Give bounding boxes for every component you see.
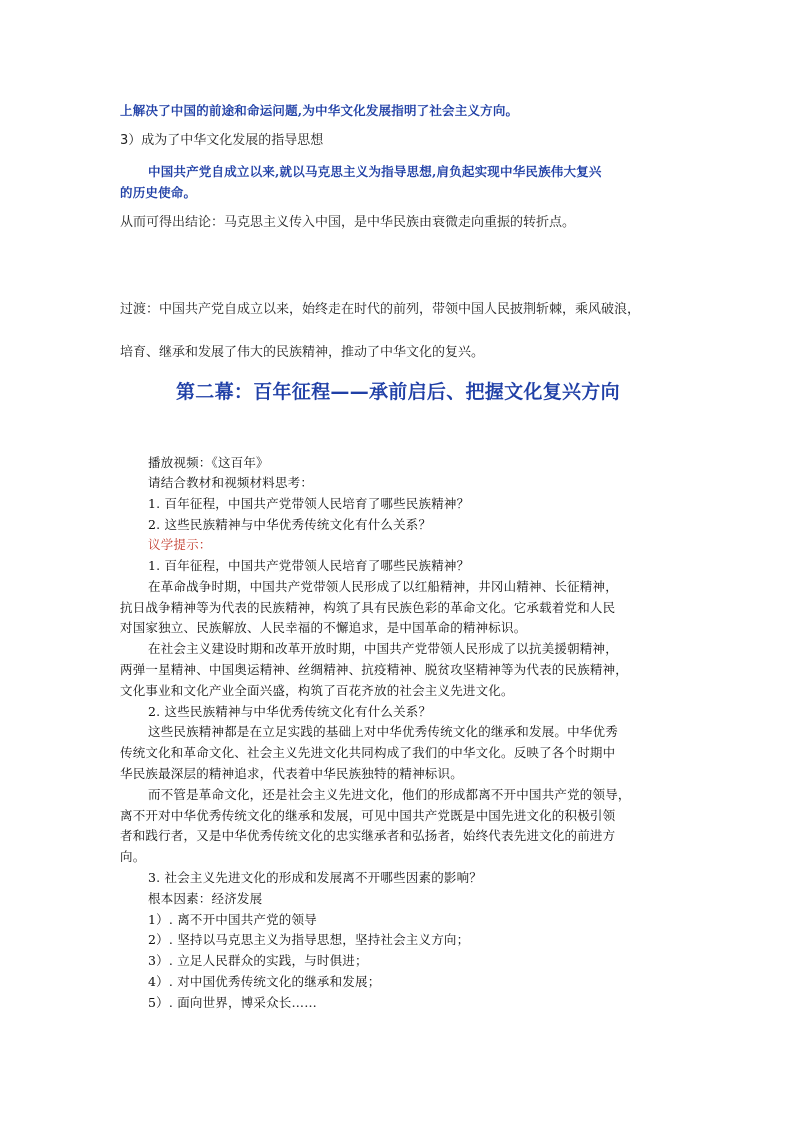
section-heading: 第二幕：百年征程——承前启后、把握文化复兴方向 [176, 381, 620, 403]
list-item: 3）. 立足人民群众的实践，与时俱进； [148, 953, 368, 968]
body-line: 传统文化和革命文化、社会主义先进文化共同构成了我们的中华文化。反映了各个时期中 [120, 745, 616, 760]
body-line: 2. 这些民族精神与中华优秀传统文化有什么关系？ [148, 704, 432, 719]
discussion-hint-label: 议学提示： [148, 537, 212, 552]
list-item: 4）. 对中国优秀传统文化的继承和发展； [148, 974, 381, 989]
body-line: 两弹一星精神、中国奥运精神、丝绸精神、抗疫精神、脱贫攻坚精神等为代表的民族精神， [120, 662, 629, 677]
paragraph-line: 从而可得出结论：马克思主义传入中国，是中华民族由衰微走向重振的转折点。 [120, 215, 576, 230]
list-item: 2）. 坚持以马克思主义为指导思想，坚持社会主义方向； [148, 932, 470, 947]
body-line: 3. 社会主义先进文化的形成和发展离不开哪些因素的影响？ [148, 870, 483, 885]
body-line: 2. 这些民族精神与中华优秀传统文化有什么关系？ [148, 517, 432, 532]
body-line: 离不开对中华优秀传统文化的继承和发展，可见中国共产党既是中国先进文化的积极引领 [120, 808, 616, 823]
body-line: 向。 [120, 849, 146, 864]
body-line: 请结合教材和视频材料思考： [148, 475, 314, 490]
body-line: 在革命战争时期，中国共产党带领人民形成了以红船精神，井冈山精神、长征精神， [148, 579, 618, 594]
list-item: 1）. 离不开中国共产党的领导 [148, 912, 317, 927]
body-line: 文化事业和文化产业全面兴盛，构筑了百花齐放的社会主义先进文化。 [120, 683, 514, 698]
list-item: 5）. 面向世界，博采众长…… [148, 995, 317, 1010]
body-line: 根本因素：经济发展 [148, 891, 263, 906]
paragraph-line: 的历史使命。 [120, 185, 197, 200]
body-line: 抗日战争精神等为代表的民族精神，构筑了具有民族色彩的革命文化。它承载着党和人民 [120, 600, 616, 615]
body-line: 对国家独立、民族解放、人民幸福的不懈追求，是中国革命的精神标识。 [120, 620, 527, 635]
paragraph-line: 上解决了中国的前途和命运问题,为中华文化发展指明了社会主义方向。 [120, 103, 519, 118]
body-line: 者和践行者，又是中华优秀传统文化的忠实继承者和弘扬者，始终代表先进文化的前进方 [120, 828, 616, 843]
body-line: 这些民族精神都是在立足实践的基础上对中华优秀传统文化的继承和发展。中华优秀 [148, 724, 618, 739]
paragraph-line: 中国共产党自成立以来,就以马克思主义为指导思想,肩负起实现中华民族伟大复兴 [148, 164, 602, 179]
body-line: 华民族最深层的精神追求，代表着中华民族独特的精神标识。 [120, 766, 463, 781]
body-line: 1. 百年征程，中国共产党带领人民培育了哪些民族精神？ [148, 558, 470, 573]
paragraph-line: 3）成为了中华文化发展的指导思想 [120, 133, 324, 148]
body-line: 而不管是革命文化，还是社会主义先进文化，他们的形成都离不开中国共产党的领导， [148, 787, 631, 802]
body-line: 1. 百年征程，中国共产党带领人民培育了哪些民族精神？ [148, 496, 470, 511]
body-line: 在社会主义建设时期和改革开放时期，中国共产党带领人民形成了以抗美援朝精神， [148, 641, 618, 656]
transition-line: 培育、继承和发展了伟大的民族精神，推动了中华文化的复兴。 [120, 345, 485, 360]
body-line: 播放视频：《这百年》 [148, 455, 269, 470]
transition-line: 过渡：中国共产党自成立以来，始终走在时代的前列，带领中国人民披荆斩棘，乘风破浪， [120, 302, 641, 317]
